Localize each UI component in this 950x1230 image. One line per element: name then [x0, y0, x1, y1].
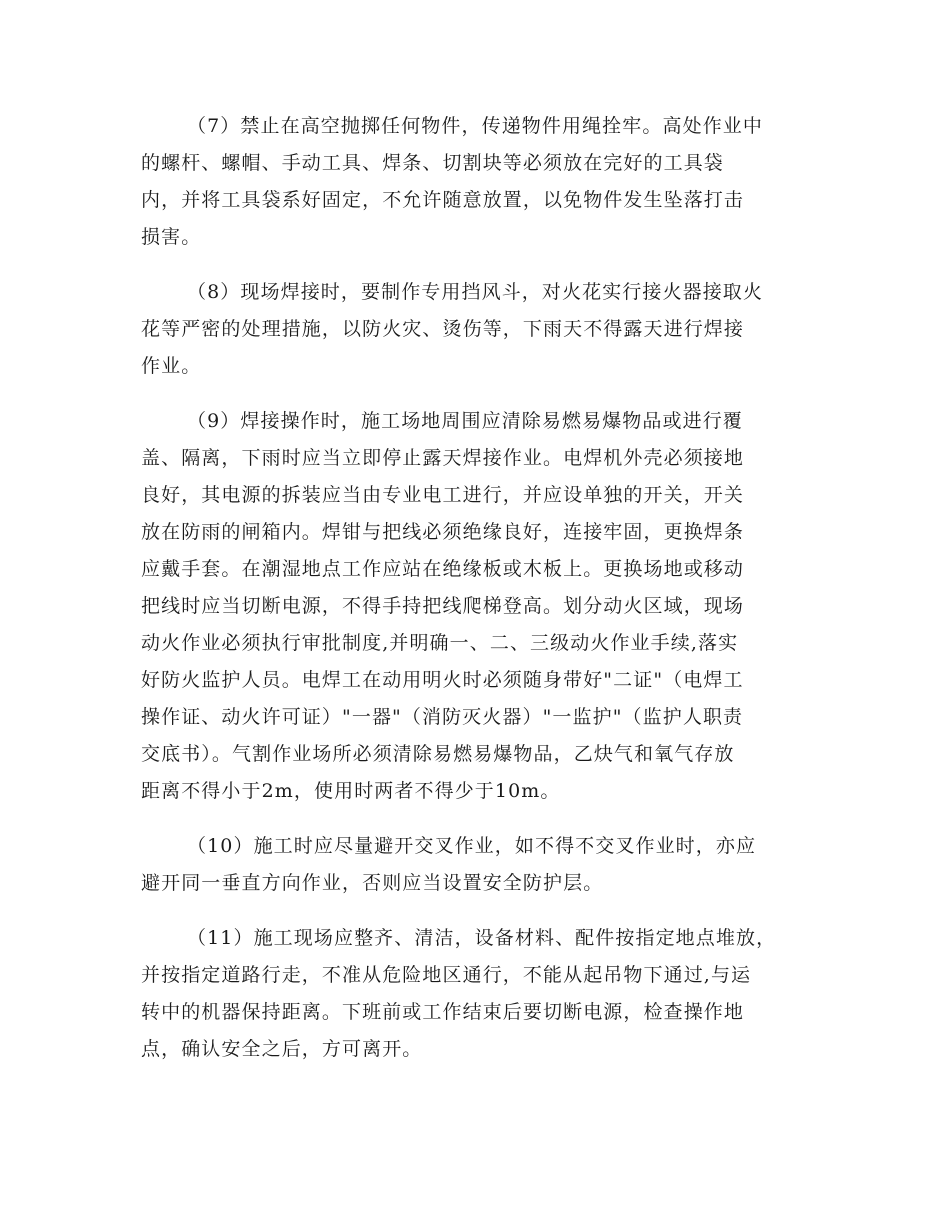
paragraph-line: 良好，其电源的拆装应当由专业电工进行，并应设单独的开关，开关	[141, 484, 745, 506]
paragraph-9	[141, 403, 806, 810]
paragraph-line: （11）施工现场应整齐、清洁，设备材料、配件按指定地点堆放，	[187, 927, 777, 949]
document-body	[141, 108, 806, 1086]
paragraph-line: 好防火监护人员。电焊工在动用明火时必须随身带好"二证"（电焊工	[141, 669, 744, 691]
paragraph-line: 的螺杆、螺帽、手动工具、焊条、切割块等必须放在完好的工具袋	[141, 152, 724, 174]
paragraph-11	[141, 920, 806, 1068]
paragraph-line: 内，并将工具袋系好固定，不允许随意放置，以免物件发生坠落打击	[141, 189, 745, 211]
paragraph-line: 损害。	[141, 226, 202, 248]
paragraph-line: 转中的机器保持距离。下班前或工作结束后要切断电源，检查操作地	[141, 1001, 745, 1023]
paragraph-line: 点，确认安全之后，方可离开。	[141, 1038, 423, 1060]
paragraph-line: 把线时应当切断电源，不得手持把线爬梯登高。划分动火区域，现场	[141, 595, 745, 617]
paragraph-7	[141, 108, 806, 256]
paragraph-line: 应戴手套。在潮湿地点工作应站在绝缘板或木板上。更换场地或移动	[141, 558, 745, 580]
paragraph-line: 动火作业必须执行审批制度,并明确一、二、三级动火作业手续,落实	[141, 632, 739, 654]
paragraph-line: 放在防雨的闸箱内。焊钳与把线必须绝缘良好，连接牢固，更换焊条	[141, 521, 745, 543]
paragraph-line: 避开同一垂直方向作业，否则应当设置安全防护层。	[141, 872, 604, 894]
paragraph-line: （10）施工时应尽量避开交叉作业，如不得不交叉作业时，亦应	[187, 835, 757, 857]
paragraph-line: 交底书）。气割作业场所必须清除易燃易爆物品，乙炔气和氧气存放	[141, 743, 735, 765]
paragraph-line: （9）焊接操作时，施工场地周围应清除易燃易爆物品或进行覆	[187, 410, 743, 432]
paragraph-line: 距离不得小于2m，使用时两者不得少于10m。	[141, 780, 561, 802]
paragraph-10	[141, 828, 806, 902]
paragraph-line: 盖、隔离，下雨时应当立即停止露天焊接作业。电焊机外壳必须接地	[141, 447, 745, 469]
paragraph-8	[141, 274, 806, 385]
paragraph-line: 并按指定道路行走，不准从危险地区通行，不能从起吊物下通过,与运	[141, 964, 752, 986]
paragraph-line: （7）禁止在高空抛掷任何物件，传递物件用绳拴牢。高处作业中	[187, 115, 763, 137]
paragraph-line: 操作证、动火许可证）"一器"（消防灭火器）"一监护"（监护人职责	[141, 706, 744, 728]
paragraph-line: 花等严密的处理措施，以防火灾、烫伤等，下雨天不得露天进行焊接	[141, 318, 745, 340]
paragraph-line: 作业。	[141, 355, 202, 377]
paragraph-line: （8）现场焊接时，要制作专用挡风斗，对火花实行接火器接取火	[187, 281, 763, 303]
